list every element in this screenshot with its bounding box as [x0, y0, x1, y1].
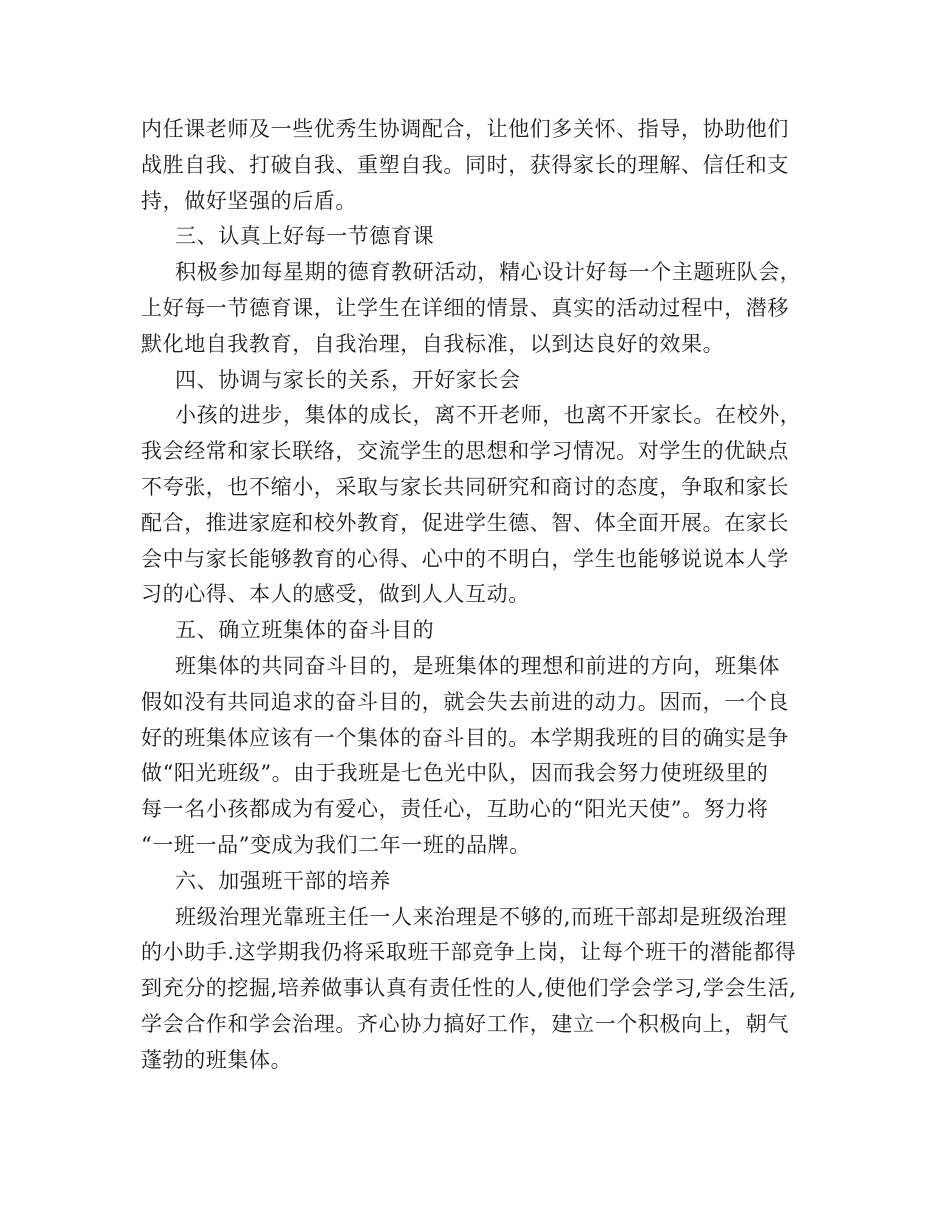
- text-line: 的小助手.这学期我仍将采取班干部竞争上岗，让每个班干的潜能都得: [141, 940, 797, 965]
- paragraph-start-line: 班级治理光靠班主任一人来治理是不够的,而班干部却是班级治理: [175, 904, 788, 929]
- text-line: 默化地自我教育，自我治理，自我标准，以到达良好的效果。: [141, 331, 725, 356]
- paragraph-start-line: 小孩的进步，集体的成长，离不开老师，也离不开家长。在校外，: [175, 403, 802, 428]
- text-line: 学会合作和学会治理。齐心协力搞好工作，建立一个积极向上，朝气: [141, 1011, 789, 1036]
- paragraph-start-line: 四、协调与家长的关系，开好家长会: [175, 367, 521, 392]
- text-line: 好的班集体应该有一个集体的奋斗目的。本学期我班的目的确实是争: [141, 725, 789, 750]
- text-line: 战胜自我、打破自我、重塑自我。同时，获得家长的理解、信任和支: [141, 152, 789, 177]
- text-line: 蓬勃的班集体。: [141, 1047, 293, 1072]
- text-line: 会中与家长能够教育的心得、心中的不明白，学生也能够说说本人学: [141, 546, 789, 571]
- paragraph-start-line: 六、加强班干部的培养: [175, 868, 391, 893]
- paragraph-start-line: 五、确立班集体的奋斗目的: [175, 618, 435, 643]
- text-line: 每一名小孩都成为有爱心，责任心，互助心的“阳光天使”。努力将: [141, 797, 769, 822]
- text-line: 习的心得、本人的感受，做到人人互动。: [141, 582, 530, 607]
- text-line: 做“阳光班级”。由于我班是七色光中队，因而我会努力使班级里的: [141, 761, 769, 786]
- text-line: 内任课老师及一些优秀生协调配合，让他们多关怀、指导，协助他们: [141, 117, 789, 141]
- text-line: 持，做好坚强的后盾。: [141, 188, 357, 213]
- paragraph-start-line: 三、认真上好每一节德育课: [175, 224, 435, 249]
- paragraph-start-line: 班集体的共同奋斗目的，是班集体的理想和前进的方向，班集体: [175, 653, 780, 678]
- text-line: 到充分的挖掘,培养做事认真有责任性的人,使他们学会学习,学会生活,: [141, 976, 797, 1001]
- text-line: 假如没有共同追求的奋斗目的，就会失去前进的动力。因而，一个良: [141, 689, 789, 714]
- paragraph-start-line: 积极参加每星期的德育教研活动，精心设计好每一个主题班队会，: [175, 260, 802, 285]
- text-line: 不夸张，也不缩小，采取与家长共同研究和商讨的态度，争取和家长: [141, 474, 789, 499]
- text-line: 我会经常和家长联络，交流学生的思想和学习情况。对学生的优缺点: [141, 439, 789, 464]
- text-line: 上好每一节德育课，让学生在详细的情景、真实的活动过程中，潜移: [141, 295, 789, 320]
- text-line: “一班一品”变成为我们二年一班的品牌。: [141, 832, 531, 857]
- document-body: [141, 112, 821, 1079]
- text-line: 配合，推进家庭和校外教育，促进学生德、智、体全面开展。在家长: [141, 510, 789, 535]
